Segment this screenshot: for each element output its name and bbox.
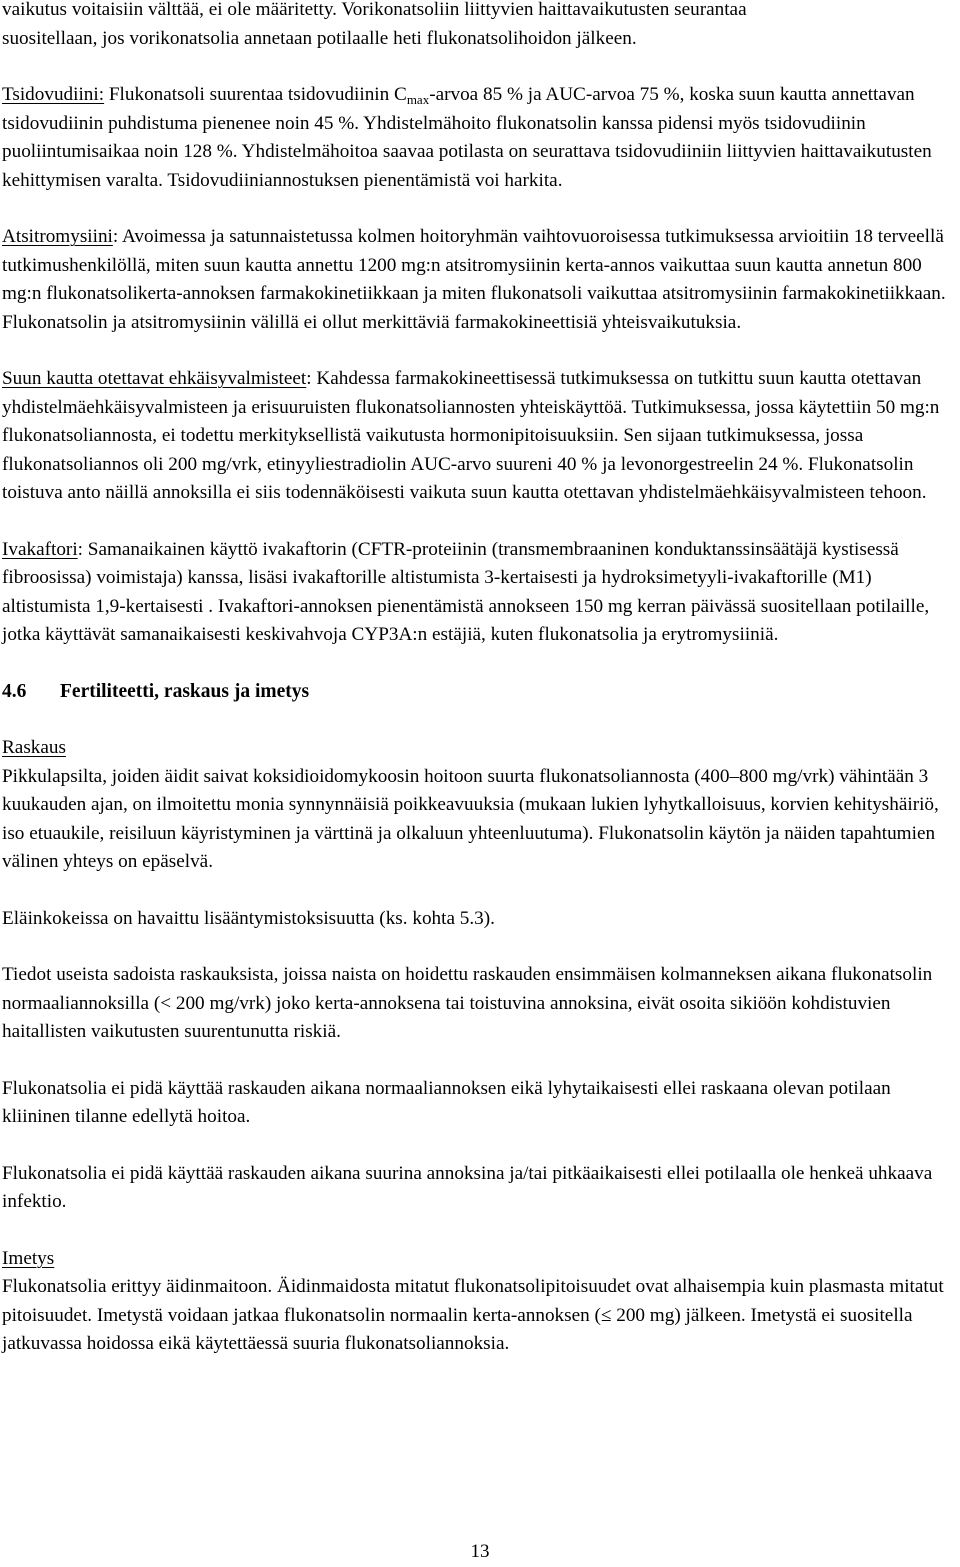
- ivakaftori-paragraph: [2, 536, 956, 650]
- section-title: Fertiliteetti, raskaus ja imetys: [60, 680, 310, 702]
- ehkaisy-heading: Suun kautta otettavat ehkäisyvalmisteet: [2, 368, 307, 389]
- intro-paragraph: [2, 0, 956, 53]
- tsidovudiini-text: -arvoa 85 % ja AUC-arvoa 75 %, koska suun kautta annettavan tsidovudiinin puhdistuma pienenee noin 45 %. Yhdistelmähoito flukonatsolin kanssa pidensi myös tsidovudiinin puoliintumisaikaa noin 128 %. Yhdistelmähoitoa saavaa potilasta on seurattava tsidovudiiniin liittyvien haittavaikutusten kehittymisen varalta. Tsidovudiiniannostuksen pienentämistä voi harkita.: [2, 84, 932, 191]
- section-number: 4.6: [2, 680, 27, 702]
- raskaus-paragraph-2: Eläinkokeissa on havaittu lisääntymistoksisuutta (ks. kohta 5.3).: [2, 907, 495, 929]
- atsitromysiini-text: : Avoimessa ja satunnaistetussa kolmen hoitoryhmän vaihtovuoroisessa tutkimuksessa arvioitiin 18 terveellä tutkimushenkilöllä, miten suun kautta annettu 1200 mg:n atsitromysiinin kerta-annos vaikuttaa suun kautta annetun 800 mg:n flukonatsolikerta-annoksen farmakokinetiikkaan ja miten flukonatsoli vaikuttaa atsitromysiinin farmakokinetiikkaan. Flukonatsolin ja atsitromysiinin välillä ei ollut merkittäviä farmakokineettisiä yhteisvaikutuksia.: [2, 226, 946, 333]
- atsitromysiini-heading: Atsitromysiini: [2, 226, 113, 247]
- page-number: 13: [470, 1541, 490, 1562]
- ivakaftori-heading: Ivakaftori: [2, 538, 78, 560]
- intro-line-1: vaikutus voitaisiin välttää, ei ole määritetty. Vorikonatsoliin liittyvien haittavaikutusten seurantaa: [2, 0, 747, 20]
- imetys-paragraph: Flukonatsolia erittyy äidinmaitoon. Äidinmaidosta mitatut flukonatsolipitoisuudet ovat alhaisempia kuin plasmasta mitatut pitoisuudet. Imetystä voidaan jatkaa flukonatsolin normaalin kerta-annoksen (≤ 200 mg) jälkeen. Imetystä ei suositella jatkuvassa hoidossa eikä käytettäessä suuria flukonatsoliannoksia.: [2, 1276, 944, 1354]
- document-page: [2, 0, 956, 1359]
- raskaus-paragraph-4: Flukonatsolia ei pidä käyttää raskauden aikana normaaliannoksen eikä lyhytaikaisesti ellei raskaana olevan potilaan kliininen tilanne edellytä hoitoa.: [2, 1077, 891, 1127]
- tsidovudiini-text-lead: Flukonatsoli suurentaa tsidovudiinin C: [104, 84, 407, 105]
- section-heading: [2, 678, 956, 707]
- raskaus-paragraph-1: Pikkulapsilta, joiden äidit saivat koksidioidomykoosin hoitoon suurta flukonatsoliannosta (400–800 mg/vrk) vähintään 3 kuukauden ajan, on ilmoitettu monia synnynnäisiä poikkeavuuksia (mukaan lukien lyhytkalloisuus, korvien kehityshäiriö, iso etuaukile, reisiluun käyristyminen ja värttinä ja olkaluun yhteenluutuma). Flukonatsolin käytön ja näiden tapahtumien välinen yhteys on epäselvä.: [2, 765, 939, 872]
- tsidovudiini-heading: Tsidovudiini:: [2, 84, 105, 105]
- cmax-subscript: max: [406, 92, 430, 107]
- raskaus-heading: Raskaus: [2, 737, 66, 758]
- ehkaisy-text: : Kahdessa farmakokineettisessä tutkimuksessa on tutkittu suun kautta otettavan yhdistelmäehkäisyvalmisteen ja erisuuruisten flukonatsoliannosten yhteiskäyttöä. Tutkimuksessa, jossa käytettiin 50 mg:n flukonatsoliannosta, ei todettu merkityksellistä vaikutusta hormonipitoisuuksiin. Sen sijaan tutkimuksessa, jossa flukonatsoliannos oli 200 mg/vrk, etinyyliestradiolin AUC-arvo suureni 40 % ja levonorgestreelin 24 %. Flukonatsolin toistuva anto näillä annoksilla ei siis todennäköisesti vaikuta suun kautta otettavan yhdistelmäehkäisyvalmisteen tehoon.: [2, 368, 940, 503]
- atsitromysiini-paragraph: [2, 223, 956, 337]
- imetys-heading: Imetys: [2, 1247, 55, 1269]
- raskaus-paragraph-5: Flukonatsolia ei pidä käyttää raskauden aikana suurina annoksina ja/tai pitkäaikaisesti ellei potilaalla ole henkeä uhkaava infektio.: [2, 1162, 933, 1212]
- tsidovudiini-paragraph: [2, 81, 956, 195]
- intro-line-2: suositellaan, jos vorikonatsolia annetaan potilaalle heti flukonatsolihoidon jälkeen.: [2, 27, 637, 49]
- ivakaftori-text: : Samanaikainen käyttö ivakaftorin (CFTR-proteiinin (transmembraaninen konduktanssinsäätäjä kystisessä fibroosissa) voimistaja) kanssa, lisäsi ivakaftorille altistumista 3-kertaisesti ja hydroksimetyyli-ivakaftorille (M1) altistumista 1,9-kertaisesti . Ivakaftori-annoksen pienentämistä annokseen 150 mg kerran päivässä suositellaan potilaille, jotka käyttävät samanaikaisesti keskivahvoja CYP3A:n estäjiä, kuten flukonatsolia ja erytromysiiniä.: [2, 538, 930, 645]
- raskaus-paragraph-3: Tiedot useista sadoista raskauksista, joissa naista on hoidettu raskauden ensimmäisen kolmanneksen aikana flukonatsolin normaaliannoksilla (< 200 mg/vrk) joko kerta-annoksena tai toistuvina annoksina, eivät osoita sikiöön kohdistuvien haitallisten vaikutusten suurentunutta riskiä.: [2, 964, 933, 1042]
- ehkaisy-paragraph: [2, 365, 956, 508]
